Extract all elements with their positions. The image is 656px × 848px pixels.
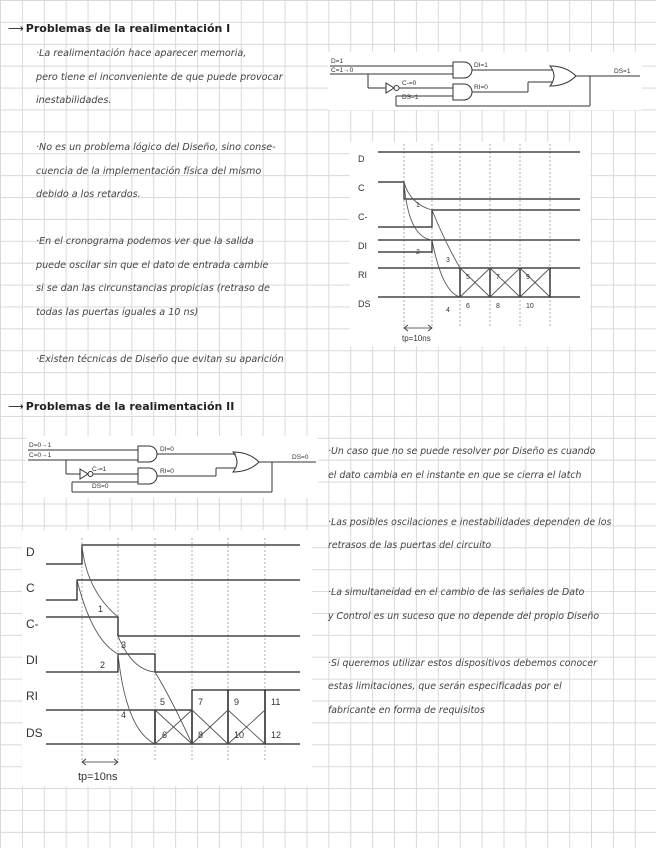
- step-label: 10: [234, 730, 245, 740]
- step-label: 1: [98, 604, 104, 614]
- arrow-right-icon: ⟶: [8, 400, 24, 413]
- note-line: retrasos de las puertas del circuito: [328, 540, 492, 551]
- circuit-label: C=1→0: [331, 67, 354, 74]
- step-label: 10: [526, 303, 534, 310]
- step-label: 6: [466, 303, 470, 310]
- step-label: 2: [416, 249, 420, 256]
- step-label: 12: [271, 730, 282, 740]
- circuit-label: RI=0: [160, 468, 174, 475]
- note-line: ·Las posibles oscilaciones e inestabilidades dependen de los: [328, 516, 612, 528]
- note-line: ·En el cronograma podemos ver que la salida: [36, 236, 254, 247]
- note-line: si se dan las circunstancias propicias (retraso de: [36, 283, 270, 294]
- circuit-label: DS=0: [92, 483, 109, 490]
- section1-heading: ⟶ Problemas de la realimentación I: [8, 22, 231, 35]
- circuit-label: DI=0: [160, 446, 174, 453]
- arrow-right-icon: ⟶: [8, 22, 24, 35]
- note-line: ·La realimentación hace aparecer memoria,: [36, 48, 247, 59]
- circuit-label: C-=0: [402, 80, 417, 87]
- circuit-label: C-=1: [92, 466, 107, 473]
- step-label: 5: [160, 697, 166, 707]
- circuit-label: DI=1: [474, 62, 488, 69]
- step-label: 3: [446, 257, 450, 264]
- note-line: fabricante en forma de requisitos: [328, 704, 485, 716]
- signal-label: C-: [358, 212, 368, 222]
- step-label: 1: [416, 202, 420, 209]
- section1-notes: [36, 42, 326, 371]
- section1-circuit: [328, 52, 642, 110]
- signal-label: D: [26, 545, 35, 559]
- step-label: 5: [466, 274, 470, 281]
- signal-label: RI: [26, 689, 38, 703]
- step-label: 3: [121, 640, 127, 650]
- note-line: ·Si queremos utilizar estos dispositivos debemos conocer: [328, 657, 597, 669]
- step-label: 2: [100, 660, 106, 670]
- step-label: 4: [121, 710, 127, 720]
- note-line: ·Un caso que no se puede resolver por Diseño es cuando: [328, 446, 596, 457]
- section2-timing: [22, 530, 312, 786]
- circuit-label: DS=1: [402, 94, 419, 101]
- signal-label: DS: [358, 299, 371, 309]
- note-line: el dato cambia en el instante en que se cierra el latch: [328, 469, 582, 481]
- signal-label: DI: [358, 241, 367, 251]
- note-line: cuencia de la implementación física del mismo: [36, 165, 262, 177]
- step-label: 6: [162, 730, 168, 740]
- circuit-label: RI=0: [474, 84, 488, 91]
- delay-label: tp=10ns: [402, 334, 431, 343]
- step-label: 8: [496, 303, 500, 310]
- step-label: 7: [496, 274, 500, 281]
- section2-notes: [328, 440, 650, 722]
- note-line: puede oscilar sin que el dato de entrada cambie: [36, 259, 269, 271]
- step-label: 4: [446, 307, 450, 314]
- note-line: ·Existen técnicas de Diseño que evitan su aparición: [36, 353, 284, 365]
- note-line: debido a los retardos.: [36, 189, 141, 200]
- note-line: todas las puertas iguales a 10 ns): [36, 306, 199, 318]
- note-line: pero tiene el inconveniente de que puede provocar: [36, 71, 283, 83]
- circuit-label: DS=0: [292, 454, 309, 461]
- circuit-label: D=1: [331, 58, 344, 65]
- note-line: ·No es un problema lógico del Diseño, sino conse-: [36, 142, 276, 153]
- signal-label: DS: [26, 726, 43, 740]
- note-line: estas limitaciones, que serán especificadas por el: [328, 681, 562, 692]
- section2-heading: ⟶ Problemas de la realimentación II: [8, 400, 235, 413]
- step-label: 7: [198, 697, 204, 707]
- step-label: 11: [271, 697, 281, 707]
- section2-circuit: [26, 436, 318, 498]
- signal-label: C: [358, 183, 365, 193]
- step-label: 9: [234, 697, 240, 707]
- circuit-label: DS=1: [614, 68, 631, 75]
- signal-label: RI: [358, 270, 367, 280]
- signal-label: C-: [26, 617, 39, 631]
- signal-label: DI: [26, 653, 38, 667]
- signal-label: D: [358, 154, 365, 164]
- note-line: ·La simultaneidad en el cambio de las señales de Dato: [328, 587, 585, 598]
- step-label: 9: [526, 274, 530, 281]
- step-label: 8: [198, 730, 204, 740]
- section1-timing: [350, 142, 590, 346]
- note-line: y Control es un suceso que no depende del propio Diseño: [328, 610, 600, 622]
- circuit-label: D=0→1: [29, 442, 52, 449]
- note-line: inestabilidades.: [36, 95, 112, 106]
- signal-label: C: [26, 581, 35, 595]
- circuit-label: C=0→1: [29, 452, 52, 459]
- delay-label: tp=10ns: [78, 771, 118, 783]
